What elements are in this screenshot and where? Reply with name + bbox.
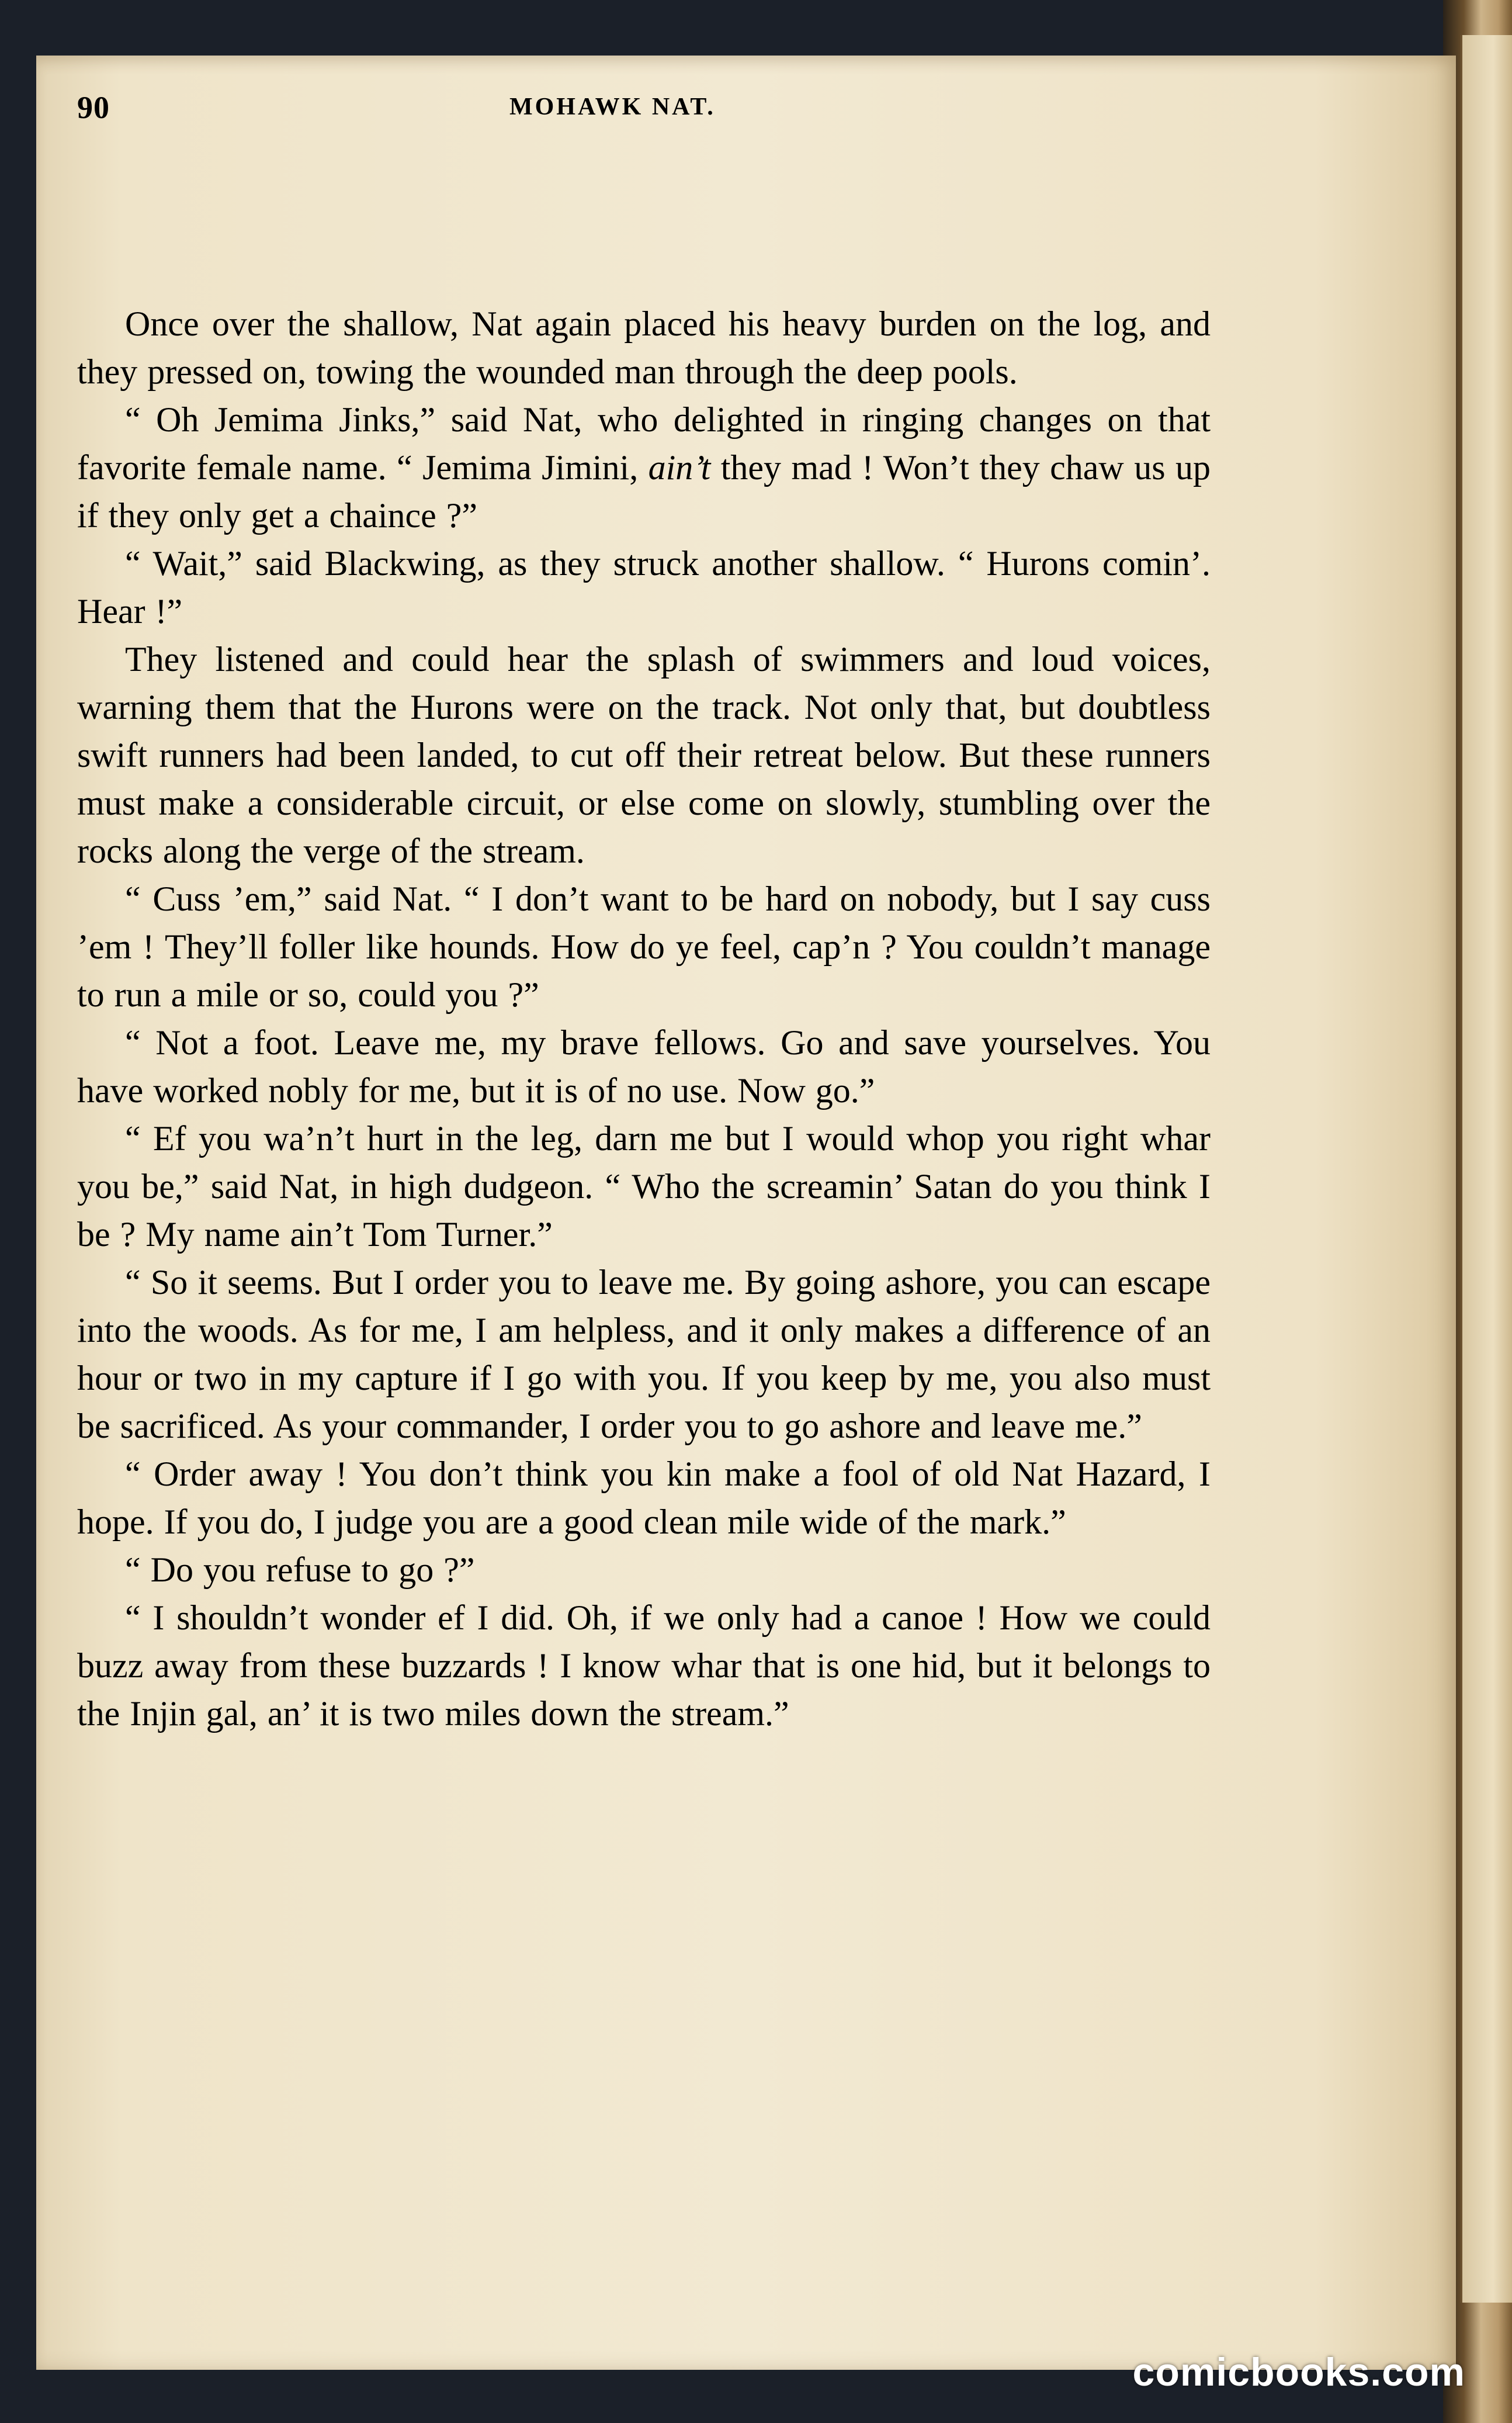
emphasized-word: ain’t <box>648 448 711 487</box>
paragraph: “ I shouldn’t wonder ef I did. Oh, if we only had a canoe ! How we could buzz away from these buzzards ! I know whar that is one hid, but it belongs to the Injin gal, an’ it is two miles down the stream.” <box>77 1598 1211 1733</box>
paragraph: “ Not a foot. Leave me, my brave fellows. Go and save yourselves. You have worked nobly for me, but it is of no use. Now go.” <box>77 1023 1211 1110</box>
paragraph: “ Ef you wa’n’t hurt in the leg, darn me but I would whop you right whar you be,” said Nat, in high dudgeon. “ Who the screamin’ Satan do you think I be ? My name ain’t Tom Turner.” <box>77 1119 1211 1254</box>
paragraph: Once over the shallow, Nat again placed his heavy burden on the log, and they pressed on, towing the wounded man through the deep pools. <box>77 304 1211 391</box>
paragraph: “ Do you refuse to go ?” <box>125 1550 475 1589</box>
page-body <box>77 300 1211 1737</box>
paragraph: “ Cuss ’em,” said Nat. “ I don’t want to be hard on nobody, but I say cuss ’em ! They’ll foller like hounds. How do ye feel, cap’n ? You couldn’t manage to run a mile or so, could you ?” <box>77 880 1211 1014</box>
facing-page-edge <box>1461 35 1512 2303</box>
paragraph: “ So it seems. But I order you to leave me. By going ashore, you can escape into the woods. As for me, I am helpless, and it only makes a difference of an hour or two in my capture if I go with you. If you keep by me, you also must be sacrificed. As your commander, I order you to go ashore and leave me.” <box>77 1263 1211 1445</box>
page-number: 90 <box>77 90 110 125</box>
site-watermark: comicbooks.com <box>1132 2350 1465 2394</box>
page-header <box>36 56 1456 125</box>
paragraph: “ Oh Jemima Jinks,” said Nat, who delighted in ringing changes on that favorite female name. “ Jemima Jimini, ain’t they mad ! Won’t they chaw us up if they only get a chaince ?” <box>77 400 1211 535</box>
page-sheet <box>36 56 1456 2370</box>
running-title: MOHAWK NAT. <box>509 94 716 120</box>
paragraph: “ Order away ! You don’t think you kin make a fool of old Nat Hazard, I hope. If you do, I judge you are a good clean mile wide of the mark.” <box>77 1455 1211 1541</box>
paragraph: They listened and could hear the splash of swimmers and loud voices, warning them that the Hurons were on the track. Not only that, but doubtless swift runners had been landed, to cut off their retreat below. But these runners must make a considerable circuit, or else come on slowly, stumbling over the rocks along the verge of the stream. <box>77 640 1211 870</box>
paragraph: “ Wait,” said Blackwing, as they struck another shallow. “ Hurons comin’. Hear !” <box>77 544 1211 631</box>
